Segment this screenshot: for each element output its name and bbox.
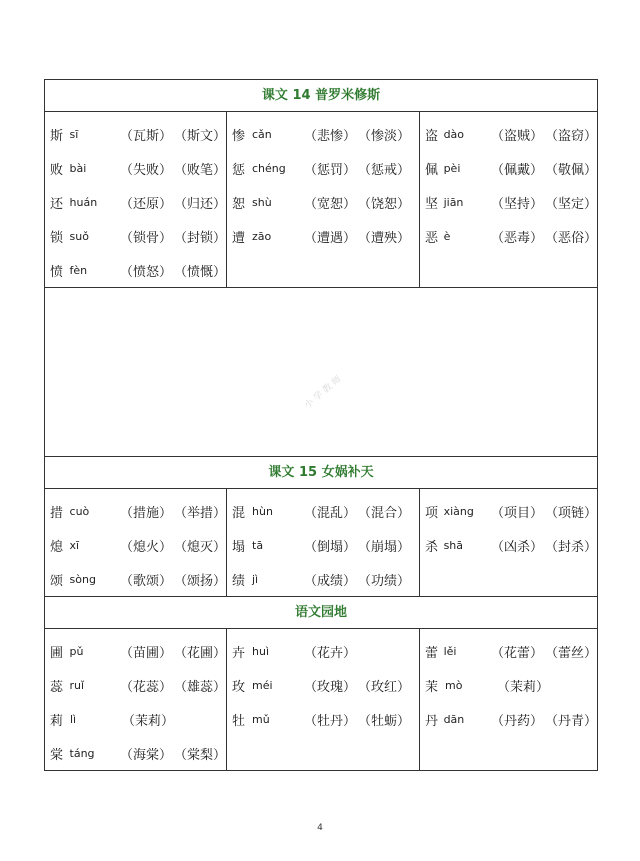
hanzi: 熄	[50, 539, 64, 555]
hanzi: 惩	[232, 162, 246, 178]
vocab-entry	[50, 668, 226, 702]
pinyin: huì	[252, 644, 269, 658]
word: （丹青）	[544, 713, 597, 729]
hanzi: 圃	[50, 645, 64, 661]
word: （宽恕）	[304, 196, 357, 212]
word: （措施）	[119, 505, 172, 521]
word: （花蕾）	[490, 645, 543, 661]
vocab-entry	[425, 528, 597, 562]
word: （坚持）	[490, 196, 543, 212]
section-body-row	[45, 629, 598, 771]
word: （封杀）	[544, 539, 597, 555]
word: （悲惨）	[304, 128, 357, 144]
vocab-entry	[232, 634, 419, 668]
word: （凶杀）	[490, 539, 543, 555]
hanzi: 丹	[425, 713, 439, 729]
word: （混乱）	[304, 505, 357, 521]
word: （熄灭）	[173, 539, 226, 555]
word: （崩塌）	[358, 539, 411, 555]
pinyin: tā	[252, 538, 264, 552]
pinyin: suǒ	[69, 229, 89, 243]
hanzi: 混	[232, 505, 246, 521]
word: （归还）	[173, 196, 226, 212]
word: （惨淡）	[358, 128, 411, 144]
word: （成绩）	[304, 573, 357, 589]
hanzi: 斯	[50, 128, 64, 144]
hanzi: 杀	[425, 539, 439, 555]
hanzi: 惨	[232, 128, 246, 144]
hanzi: 塌	[232, 539, 246, 555]
blank-row	[45, 288, 598, 457]
hanzi: 措	[50, 505, 64, 521]
pinyin: zāo	[252, 229, 272, 243]
vocab-entry	[425, 117, 597, 151]
pinyin: jì	[252, 572, 259, 586]
vocab-column	[227, 489, 420, 597]
word: （花卉）	[304, 645, 357, 661]
word: （项目）	[490, 505, 543, 521]
vocab-entry	[50, 702, 226, 736]
hanzi: 佩	[425, 162, 439, 178]
vocab-entry	[425, 494, 597, 528]
word: （玫红）	[358, 679, 411, 695]
vocabulary-table	[44, 79, 598, 771]
word: （惩戒）	[358, 162, 411, 178]
word: （颂扬）	[173, 573, 226, 589]
pinyin: pǔ	[69, 644, 84, 658]
vocab-entry	[50, 634, 226, 668]
pinyin: mò	[445, 678, 463, 692]
pinyin: jiān	[443, 195, 464, 209]
section-title-lesson-15: 课文 15 女娲补天	[45, 457, 598, 489]
word: （坚定）	[544, 196, 597, 212]
word: （牡丹）	[304, 713, 357, 729]
pinyin: méi	[252, 678, 273, 692]
section-header-row	[45, 80, 598, 112]
word: （功绩）	[358, 573, 411, 589]
pinyin: sòng	[69, 572, 96, 586]
word: （愤慨）	[173, 264, 226, 280]
pinyin: dān	[443, 712, 465, 726]
page-number: 4	[317, 823, 323, 833]
word: （倒塌）	[304, 539, 357, 555]
word: （失败）	[119, 162, 172, 178]
word: （恶毒）	[490, 230, 543, 246]
vocab-column	[45, 489, 227, 597]
vocab-entry	[50, 562, 226, 596]
hanzi: 败	[50, 162, 64, 178]
word: （斯文）	[173, 128, 226, 144]
word: （锁骨）	[119, 230, 172, 246]
hanzi: 坚	[425, 196, 439, 212]
hanzi: 恕	[232, 196, 246, 212]
word: （盗窃）	[544, 128, 597, 144]
vocab-entry	[232, 702, 419, 736]
pinyin: shā	[443, 538, 464, 552]
vocab-entry	[50, 528, 226, 562]
hanzi: 恶	[425, 230, 439, 246]
word: （恶俗）	[544, 230, 597, 246]
section-title-lesson-14: 课文 14 普罗米修斯	[45, 80, 598, 112]
word: （苗圃）	[119, 645, 172, 661]
word: （茉莉）	[122, 713, 175, 729]
word: （蕾丝）	[544, 645, 597, 661]
word: （敬佩）	[544, 162, 597, 178]
vocab-entry	[425, 634, 597, 668]
word: （雄蕊）	[173, 679, 226, 695]
pinyin: cuò	[69, 504, 90, 518]
vocab-column	[420, 112, 598, 288]
vocab-entry	[232, 562, 419, 596]
hanzi: 卉	[232, 645, 246, 661]
hanzi: 项	[425, 505, 439, 521]
word: （棠梨）	[173, 747, 226, 763]
hanzi: 棠	[50, 747, 64, 763]
word: （茉莉）	[497, 679, 550, 695]
vocab-column	[420, 629, 598, 771]
word: （瓦斯）	[119, 128, 172, 144]
vocab-entry	[232, 494, 419, 528]
hanzi: 绩	[232, 573, 246, 589]
vocab-entry	[425, 702, 597, 736]
word: （饶恕）	[358, 196, 411, 212]
vocab-entry	[50, 117, 226, 151]
pinyin: chéng	[252, 161, 286, 175]
pinyin: è	[443, 229, 451, 243]
vocab-entry	[50, 185, 226, 219]
vocab-entry	[232, 668, 419, 702]
hanzi: 茉	[425, 679, 439, 695]
word: （盗贼）	[490, 128, 543, 144]
pinyin: dào	[443, 127, 465, 141]
word: （丹药）	[490, 713, 543, 729]
vocab-column	[45, 629, 227, 771]
vocab-entry	[50, 151, 226, 185]
word: （还原）	[119, 196, 172, 212]
vocab-entry	[232, 117, 419, 151]
vocab-entry	[232, 219, 419, 253]
pinyin: xiàng	[443, 504, 474, 518]
pinyin: ruǐ	[69, 678, 85, 692]
hanzi: 玫	[232, 679, 246, 695]
vocab-entry	[425, 219, 597, 253]
hanzi: 颂	[50, 573, 64, 589]
word: （愤怒）	[119, 264, 172, 280]
pinyin: huán	[69, 195, 98, 209]
pinyin: bài	[69, 161, 87, 175]
word: （惩罚）	[304, 162, 357, 178]
vocab-column	[420, 489, 598, 597]
hanzi: 还	[50, 196, 64, 212]
hanzi: 愤	[50, 264, 64, 280]
hanzi: 莉	[50, 713, 64, 729]
section-title-garden: 语文园地	[45, 597, 598, 629]
word: （花蕊）	[119, 679, 172, 695]
word: （败笔）	[173, 162, 226, 178]
hanzi: 牡	[232, 713, 246, 729]
vocab-entry	[50, 494, 226, 528]
pinyin: lěi	[443, 644, 457, 658]
hanzi: 蕊	[50, 679, 64, 695]
pinyin: hùn	[252, 504, 273, 518]
hanzi: 遭	[232, 230, 246, 246]
word: （花圃）	[173, 645, 226, 661]
pinyin: táng	[69, 746, 95, 760]
hanzi: 盗	[425, 128, 439, 144]
vocab-entry	[50, 253, 226, 287]
vocab-entry	[425, 151, 597, 185]
vocab-entry	[425, 668, 597, 702]
vocab-column	[227, 112, 420, 288]
pinyin: pèi	[443, 161, 461, 175]
pinyin: cǎn	[252, 127, 272, 141]
pinyin: lì	[70, 712, 77, 726]
pinyin: mǔ	[252, 712, 270, 726]
pinyin: sī	[69, 127, 79, 141]
vocab-entry	[232, 151, 419, 185]
section-body-row	[45, 112, 598, 288]
word: （海棠）	[119, 747, 172, 763]
pinyin: fèn	[69, 263, 88, 277]
pinyin: xī	[69, 538, 80, 552]
vocab-entry	[50, 219, 226, 253]
word: （项链）	[544, 505, 597, 521]
vocab-entry	[232, 528, 419, 562]
vocab-entry	[50, 736, 226, 770]
pinyin: shù	[252, 195, 272, 209]
hanzi: 锁	[50, 230, 64, 246]
section-body-row	[45, 489, 598, 597]
hanzi: 蕾	[425, 645, 439, 661]
word: （封锁）	[173, 230, 226, 246]
vocab-column	[227, 629, 420, 771]
watermark: 小 学 教 师	[302, 374, 344, 411]
word: （熄火）	[119, 539, 172, 555]
word: （混合）	[358, 505, 411, 521]
vocab-column	[45, 112, 227, 288]
vocab-entry	[232, 185, 419, 219]
blank-area	[45, 288, 598, 457]
section-header-row	[45, 457, 598, 489]
word: （玫瑰）	[304, 679, 357, 695]
word: （歌颂）	[119, 573, 172, 589]
word: （遭遇）	[304, 230, 357, 246]
word: （牡蛎）	[358, 713, 411, 729]
word: （遭殃）	[358, 230, 411, 246]
vocab-entry	[425, 185, 597, 219]
word: （佩戴）	[490, 162, 543, 178]
word: （举措）	[173, 505, 226, 521]
section-header-row	[45, 597, 598, 629]
